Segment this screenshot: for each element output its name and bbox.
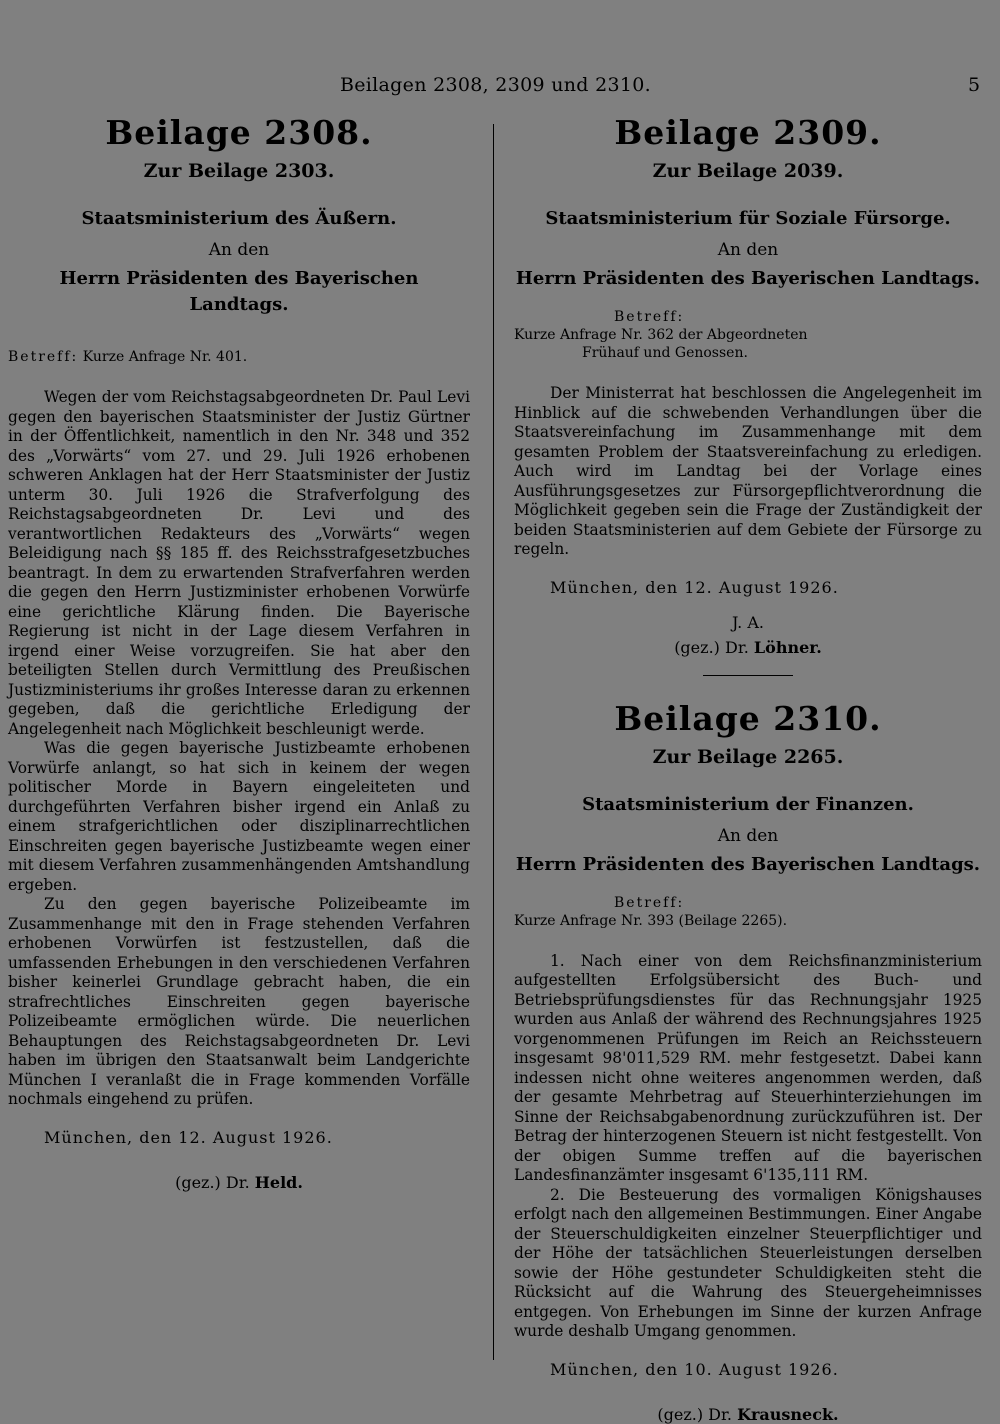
signature-prefix: (gez.) Dr.	[657, 1404, 732, 1424]
beilage-2308-betreff	[8, 348, 470, 366]
signature-name: Krausneck.	[737, 1404, 839, 1424]
betreff-label: Betreff:	[8, 349, 79, 365]
beilage-2309-signature	[514, 638, 982, 657]
beilage-2308-signoff: München, den 12. August 1926.	[44, 1127, 333, 1147]
beilage-2309-initials: J. A.	[732, 612, 764, 632]
betreff-label: Betreff:	[614, 894, 685, 911]
beilage-2308-recipient: Herrn Präsidenten des Bayerischen Landtags.	[59, 268, 419, 315]
signature-name: Held.	[254, 1172, 303, 1192]
beilage-2308-ministry: Staatsministerium des Äußern.	[81, 208, 397, 229]
beilage-2310-paragraph: 2. Die Besteuerung des vormaligen Königshauses erfolgt nach den allgemeinen Bestimmungen. Einer Angabe der Steuerschuldigkeiten einzelner Steuerpflichtiger und der Höhe der tatsächlichen Steuerleistungen derselben sowie der Höhe gestundeter Schuldigkeiten steht die Rücksicht auf die Wahrung des Steuergeheimnisses entgegen. Von Erhebungen im Sinne der kurzen Anfrage wurde deshalb Umgang genommen.	[514, 1185, 982, 1340]
signature-prefix: (gez.) Dr.	[674, 637, 749, 657]
beilage-2309-an-den: An den	[717, 240, 779, 260]
betreff-subject-line: Frühauf und Genossen.	[582, 345, 748, 361]
page-number: 5	[968, 74, 981, 96]
beilage-2308-paragraph: Was die gegen bayerische Justizbeamte erhobenen Vorwürfe anlangt, so hat sich in keinem der wegen politischer Morde in Bayern eingeleiteten und durchgeführten Verfahren bisher irgend ein Anlaß zu einem strafgerichtlichen oder disziplinarrechtlichen Einschreiten gegen bayerische Justizbeamte wegen einer mit diesem Verfahren zusammenhängenden Amtshandlung ergeben.	[8, 739, 470, 894]
beilage-2309-title: Beilage 2309.	[614, 113, 882, 152]
beilage-2308-title: Beilage 2308.	[105, 113, 373, 152]
column-beilage-2308	[8, 112, 470, 1192]
beilage-2310-signature	[514, 1405, 982, 1424]
column-divider	[493, 124, 494, 1360]
beilage-2308-paragraph: Wegen der vom Reichstagsabgeordneten Dr. Paul Levi gegen den bayerischen Staatsminister der Justiz Gürtner in der Öffentlichkeit, namentlich in den Nr. 348 und 352 des „Vorwärts“ vom 27. und 29. Juli 1926 erhobenen schweren Anklagen hat der Herr Staatsminister der Justiz unterm 30. Juli 1926 die Strafverfolgung des Reichstagsabgeordneten Dr. Levi und des verantwortlichen Redakteurs des „Vorwärts“ wegen Beleidigung nach §§ 185 ff. des Reichsstrafgesetzbuches beantragt. In dem zu erwartenden Strafverfahren werden die gegen den Herrn Justizminister erhobenen Vorwürfe eine gerichtliche Klärung finden. Die Bayerische Regierung ist nicht in der Lage diesem Verfahren in irgend einer Weise vorzugreifen. Sie hat aber den beteiligten Stellen durch Vermittlung des Preußischen Justizministeriums ihr großes Interesse daran zu erkennen gegeben, daß die gerichtliche Erledigung der Angelegenheit nach Möglichkeit beschleunigt werde.	[8, 388, 470, 738]
column-beilage-2309-2310	[514, 112, 982, 1424]
beilage-2309-betreff	[514, 308, 982, 362]
betreff-label: Betreff:	[614, 309, 685, 325]
beilage-2309-ref: Zur Beilage 2039.	[652, 160, 844, 182]
betreff-subject-line: Kurze Anfrage Nr. 393 (Beilage 2265).	[514, 912, 788, 929]
beilage-2309-ministry: Staatsministerium für Soziale Fürsorge.	[545, 208, 951, 229]
beilage-2309-paragraph: Der Ministerrat hat beschlossen die Angelegenheit im Hinblick auf die schwebenden Verhandlungen über die Staatsvereinfachung im Zusammenhange mit dem gesamten Problem der Staatsvereinfachung zu erledigen. Auch wird im Landtag bei der Vorlage eines Ausführungsgesetzes zur Fürsorgepflichtverordnung die Möglichkeit gegeben sein die Frage der Zuständigkeit der beiden Staatsministerien auf dem Gebiete der Fürsorge zu regeln.	[514, 384, 982, 558]
beilage-2308-an-den: An den	[208, 240, 270, 260]
beilage-2310-betreff	[514, 894, 982, 930]
betreff-subject: Kurze Anfrage Nr. 401.	[82, 349, 248, 365]
beilage-2308-ref: Zur Beilage 2303.	[143, 160, 335, 182]
beilage-2310-recipient: Herrn Präsidenten des Bayerischen Landtags.	[515, 853, 981, 875]
betreff-subject-line: Kurze Anfrage Nr. 362 der Abgeordneten	[514, 327, 808, 343]
signature-prefix: (gez.) Dr.	[175, 1172, 250, 1192]
beilage-2310-paragraph: 1. Nach einer von dem Reichsfinanzministerium aufgestellten Erfolgsübersicht des Buch- und Betriebsprüfungsdienstes für das Rechnungsjahr 1925 wurden aus Anlaß der während des Rechnungsjahres 1925 vorgenommenen Prüfungen im Reich an Reichssteuern insgesamt 98'011,529 RM. mehr festgesetzt. Dabei kann indessen nicht ohne weiteres angenommen werden, daß der gesamte Mehrbetrag auf Steuerhinterziehungen im Sinne der Reichsabgabenordnung zurückzuführen ist. Der Betrag der hinterzogenen Steuern ist nicht festgestellt. Von der obigen Summe treffen auf die bayerischen Landesfinanzämter insgesamt 6'135,111 RM.	[514, 951, 982, 1184]
beilage-2310-ministry: Staatsministerium der Finanzen.	[582, 793, 914, 815]
section-divider	[703, 675, 793, 676]
running-title: Beilagen 2308, 2309 und 2310.	[340, 74, 651, 96]
signature-name: Löhner.	[753, 637, 822, 657]
beilage-2310-title: Beilage 2310.	[614, 698, 882, 738]
beilage-2308-paragraph: Zu den gegen bayerische Polizeibeamte im Zusammenhange mit den in Frage stehenden Verfahren erhobenen Vorwürfen ist festzustellen, daß die umfassenden Erhebungen in den verschiedenen Verfahren bisher keinerlei Grundlage gebracht haben, die ein strafrechtliches Einschreiten gegen bayerische Polizeibeamte ermöglichen würde. Die neuerlichen Behauptungen des Reichstagsabgeordneten Dr. Levi haben im übrigen den Staatsanwalt beim Landgerichte München I veranlaßt die in Frage kommenden Vorfälle nochmals eingehend zu prüfen.	[8, 895, 470, 1108]
beilage-2310-an-den: An den	[717, 825, 779, 846]
running-head	[0, 74, 1000, 100]
beilage-2309-recipient: Herrn Präsidenten des Bayerischen Landtags.	[515, 268, 981, 289]
beilage-2310-ref: Zur Beilage 2265.	[652, 745, 844, 768]
beilage-2310-signoff: München, den 10. August 1926.	[550, 1359, 839, 1379]
beilage-2308-signature	[8, 1173, 470, 1192]
beilage-2309-signoff: München, den 12. August 1926.	[550, 577, 839, 597]
